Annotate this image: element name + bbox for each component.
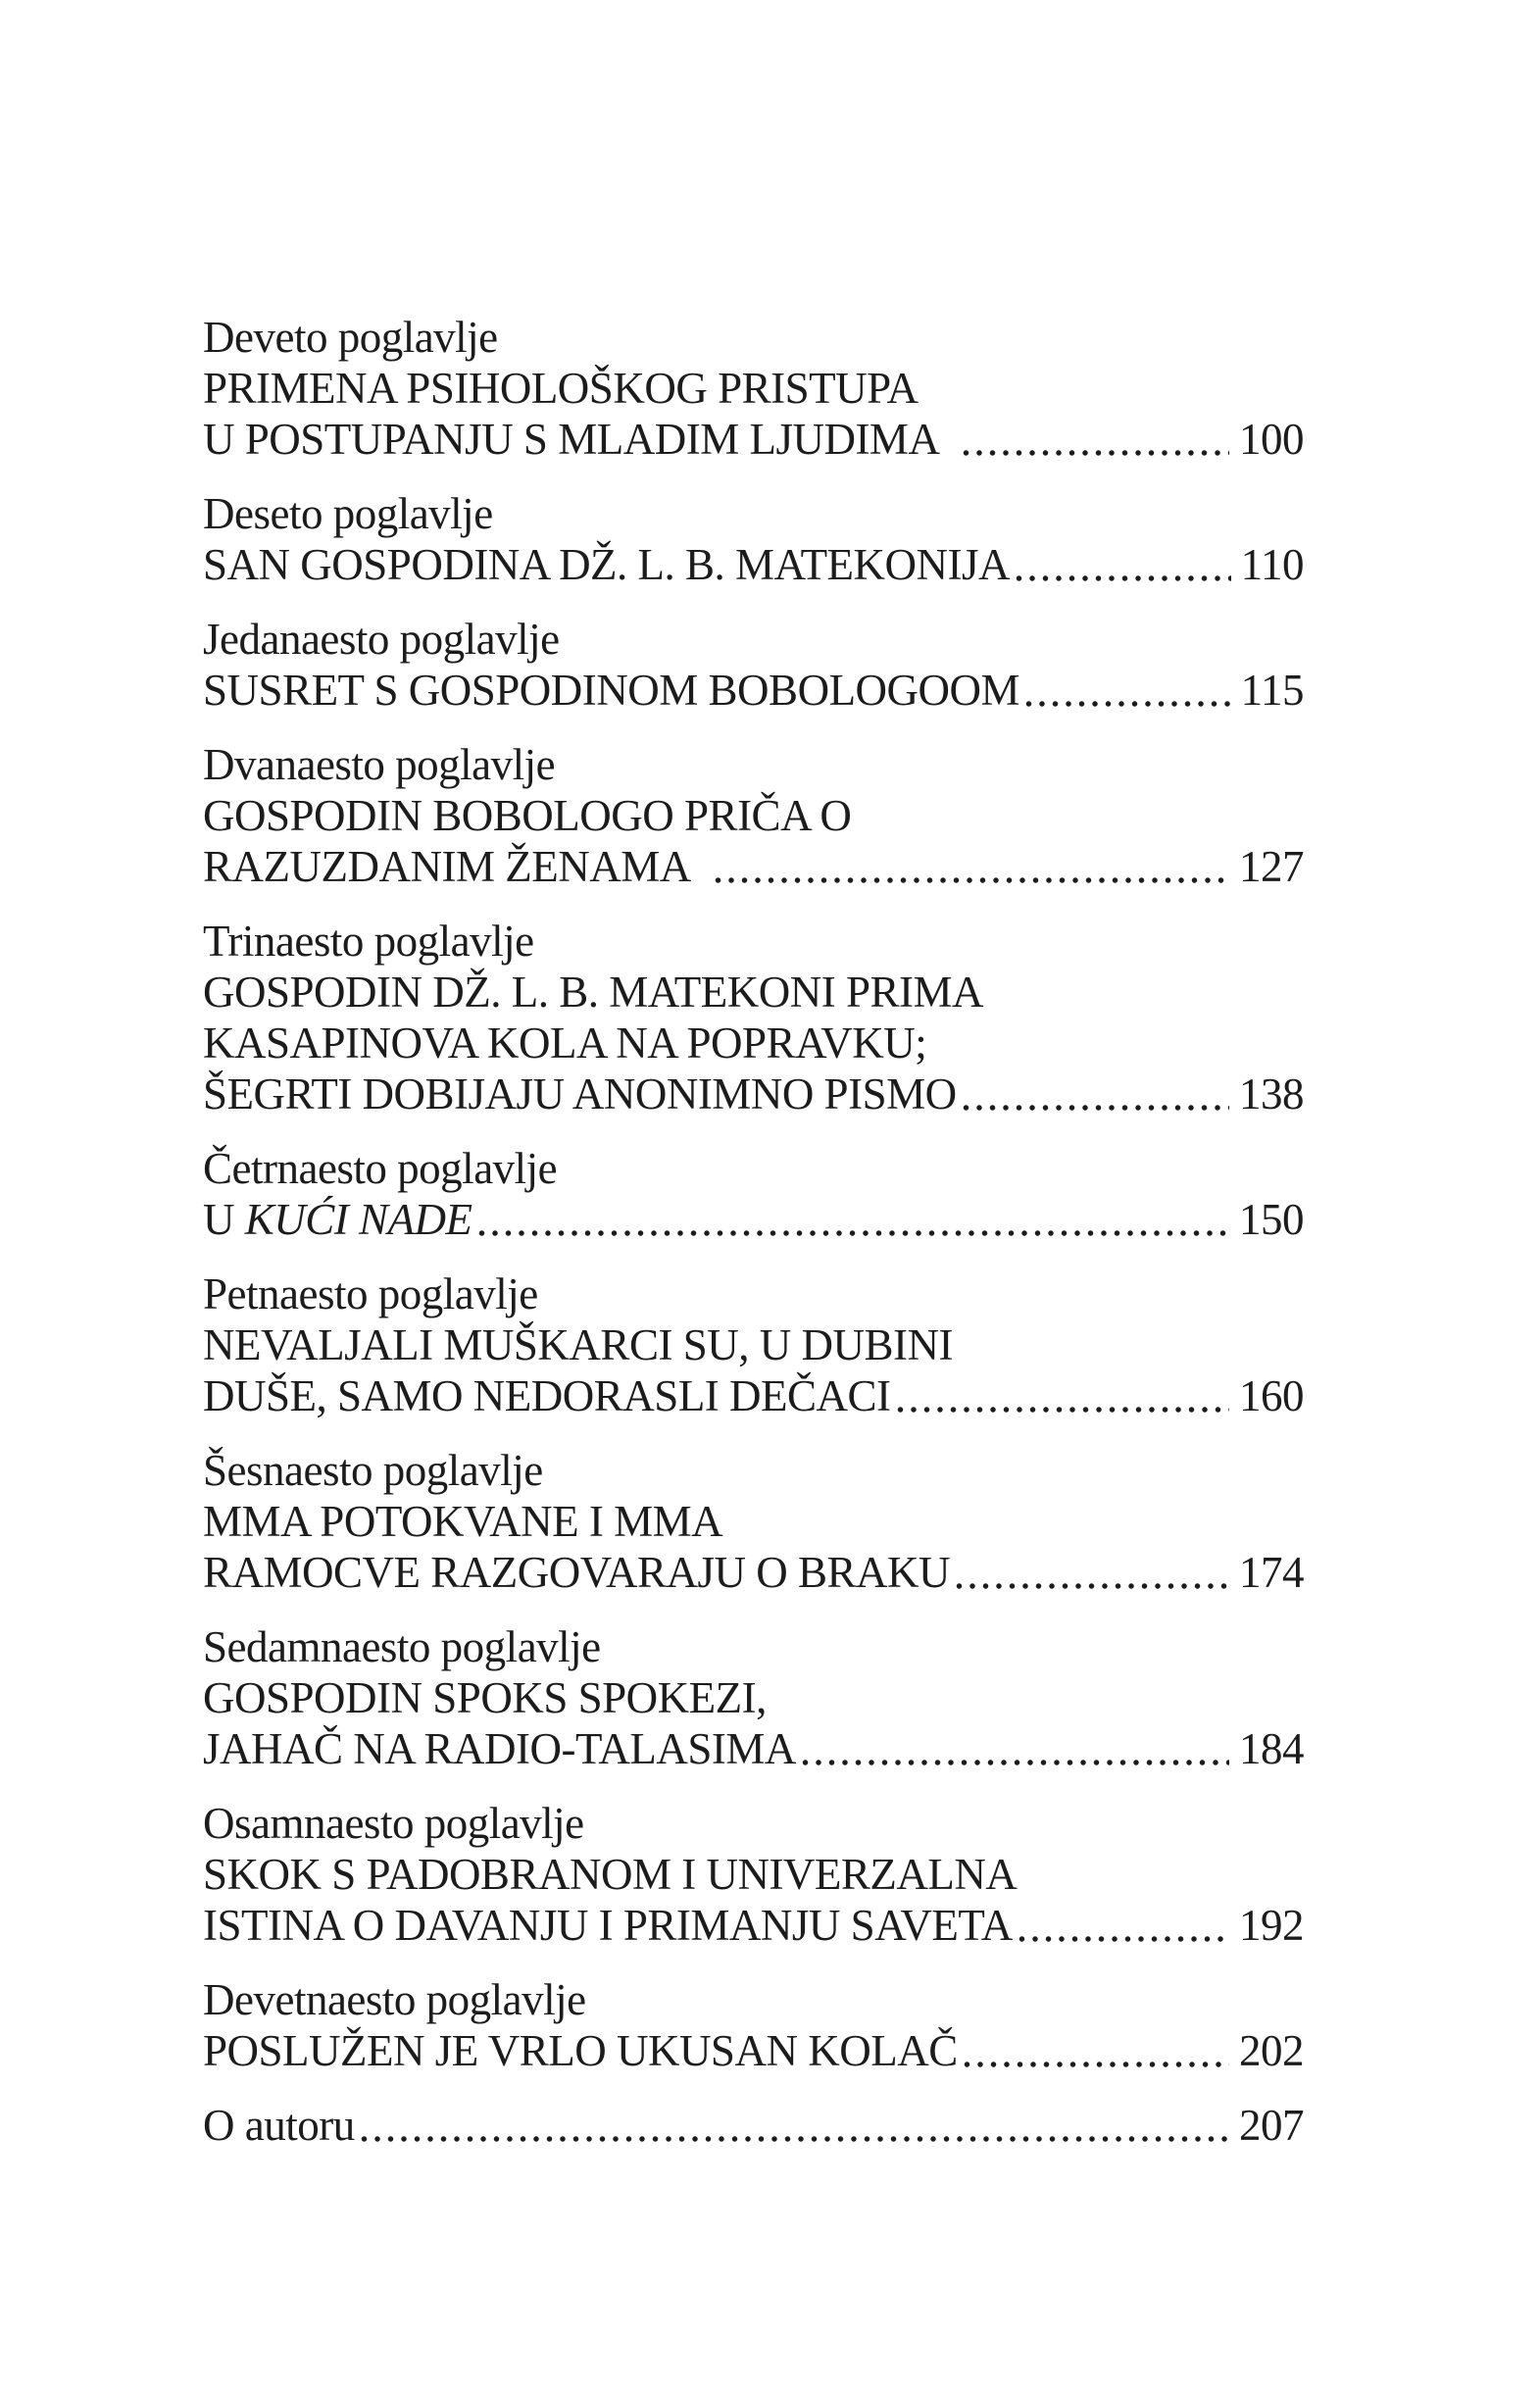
page-number: 207 — [1239, 2101, 1304, 2150]
toc-entry — [203, 1798, 1304, 1951]
chapter-title-italic: KUĆI NADE — [244, 1195, 472, 1244]
toc-entry — [203, 2100, 1304, 2151]
chapter-label: Šesnaesto poglavlje — [203, 1446, 543, 1495]
chapter-title-row — [203, 1370, 1304, 1421]
chapter-title-line: SKOK S PADOBRANOM I UNIVERZALNA — [203, 1850, 1018, 1899]
chapter-title-row — [203, 2025, 1304, 2076]
chapter-title-line: NEVALJALI MUŠKARCI SU, U DUBINI — [203, 1320, 953, 1369]
chapter-title-text: POSLUŽEN JE VRLO UKUSAN KOLAČ — [203, 2026, 958, 2075]
dot-leader — [964, 2062, 1229, 2067]
chapter-title-row — [203, 414, 1304, 465]
chapter-title-line: GOSPODIN BOBOLOGO PRIČA O — [203, 791, 852, 840]
chapter-title-text — [203, 1194, 472, 1245]
dot-leader — [478, 1230, 1230, 1236]
chapter-title-text: DUŠE, SAMO NEDORASLI DEČACI — [203, 1371, 891, 1420]
chapter-title-text: O autoru — [203, 2101, 355, 2150]
toc-entry — [203, 916, 1304, 1119]
toc-entry — [203, 614, 1304, 716]
page-number: 110 — [1240, 540, 1304, 589]
chapter-title-text: RAZUZDANIM ŽENAMA — [203, 842, 691, 891]
chapter-title-row — [203, 2100, 1304, 2151]
page-number: 100 — [1239, 415, 1304, 464]
chapter-title-row — [203, 841, 1304, 892]
chapter-title-text: SUSRET S GOSPODINOM BOBOLOGOOM — [203, 666, 1020, 715]
chapter-title-row — [203, 1068, 1304, 1119]
toc-entry — [203, 312, 1304, 465]
chapter-label: Petnaesto poglavlje — [203, 1269, 538, 1318]
chapter-label: Devetnaesto poglavlje — [203, 1975, 586, 2024]
chapter-title-line: GOSPODIN SPOKS SPOKEZI, — [203, 1673, 767, 1722]
page-number: 160 — [1239, 1371, 1304, 1420]
chapter-label: Osamnaesto poglavlje — [203, 1799, 584, 1848]
page-number: 150 — [1239, 1195, 1304, 1244]
chapter-title-row — [203, 539, 1304, 590]
chapter-title-row — [203, 1723, 1304, 1774]
dot-leader — [956, 1583, 1229, 1589]
chapter-label: Dvanaesto poglavlje — [203, 740, 556, 789]
dot-leader — [963, 1105, 1229, 1111]
toc-entry — [203, 1974, 1304, 2076]
chapter-title-text: ISTINA O DAVANJU I PRIMANJU SAVETA — [203, 1901, 1013, 1950]
dot-leader — [1016, 575, 1231, 581]
chapter-label: Trinaesto poglavlje — [203, 917, 534, 966]
dot-leader — [715, 877, 1229, 883]
chapter-label: Deveto poglavlje — [203, 313, 498, 362]
page-number: 192 — [1239, 1901, 1304, 1950]
toc-entry — [203, 1445, 1304, 1598]
page-number: 174 — [1239, 1548, 1304, 1597]
page-number: 202 — [1239, 2026, 1304, 2075]
toc-entry — [203, 488, 1304, 590]
dot-leader — [1018, 1936, 1229, 1942]
chapter-title-row — [203, 1194, 1304, 1245]
chapter-title-text: U POSTUPANJU S MLADIM LJUDIMA — [203, 415, 940, 464]
page-number: 138 — [1239, 1069, 1304, 1118]
toc-entry — [203, 739, 1304, 892]
dot-leader — [802, 1760, 1229, 1765]
chapter-title-row — [203, 665, 1304, 716]
toc-entry — [203, 1143, 1304, 1245]
chapter-title-text: RAMOCVE RAZGOVARAJU O BRAKU — [203, 1548, 951, 1597]
dot-leader — [897, 1407, 1229, 1413]
chapter-title-line: GOSPODIN DŽ. L. B. MATEKONI PRIMA — [203, 968, 984, 1017]
chapter-title-row — [203, 1547, 1304, 1598]
dot-leader — [963, 450, 1229, 456]
chapter-title-line: MMA POTOKVANE I MMA — [203, 1497, 723, 1546]
toc-entry — [203, 1621, 1304, 1774]
chapter-title-text: ŠEGRTI DOBIJAJU ANONIMNO PISMO — [203, 1069, 957, 1118]
chapter-title-line: PRIMENA PSIHOLOŠKOG PRISTUPA — [203, 364, 919, 413]
chapter-label: Deseto poglavlje — [203, 489, 493, 538]
chapter-title-text: JAHAČ NA RADIO-TALASIMA — [203, 1724, 796, 1773]
page-number: 184 — [1239, 1724, 1304, 1773]
chapter-title-text: SAN GOSPODINA DŽ. L. B. MATEKONIJA — [203, 540, 1011, 589]
dot-leader — [1025, 701, 1231, 707]
chapter-label: Četrnaesto poglavlje — [203, 1144, 558, 1193]
chapter-title-prefix: U — [203, 1195, 245, 1244]
page-number: 127 — [1239, 842, 1304, 891]
toc-entry — [203, 1268, 1304, 1421]
chapter-title-line: KASAPINOVA KOLA NA POPRAVKU; — [203, 1019, 927, 1068]
chapter-label: Jedanaesto poglavlje — [203, 615, 560, 664]
chapter-title-row — [203, 1900, 1304, 1951]
dot-leader — [361, 2136, 1229, 2142]
page-number: 115 — [1240, 666, 1304, 715]
chapter-label: Sedamnaesto poglavlje — [203, 1622, 601, 1671]
